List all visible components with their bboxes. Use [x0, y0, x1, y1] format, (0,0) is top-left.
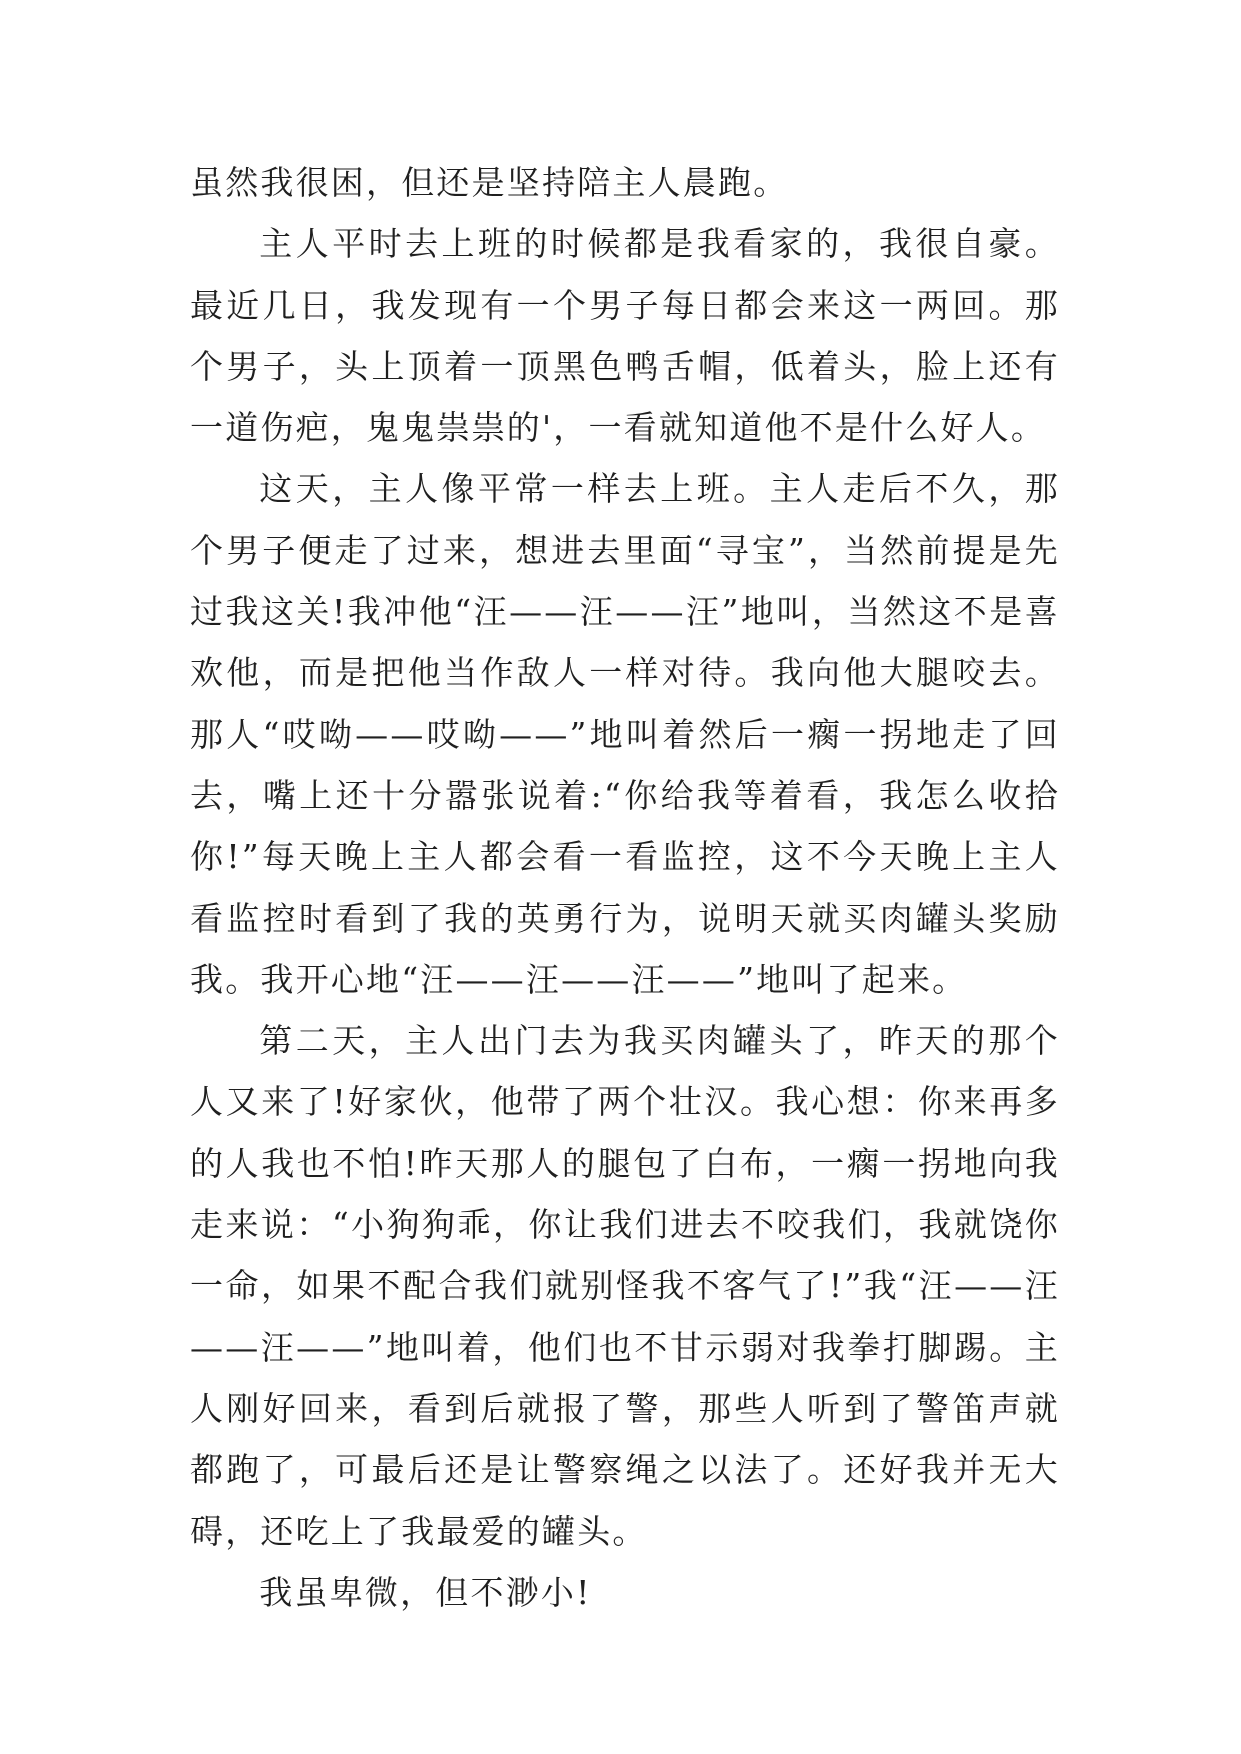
paragraph-5: 我虽卑微，但不渺小!: [259, 1572, 592, 1612]
paragraph-3: 这天，主人像平常一样去上班。主人走后不久，那个男子便走了过来，想进去里面“寻宝”，当然前提是先过我这关!我冲他“汪——汪——汪”地叫，当然这不是喜欢他，而是把他当作敌人一样对待。我向他大腿咬去。那人“哎呦——哎呦——”地叫着然后一瘸一拐地走了回去，嘴上还十分嚣张说着:“你给我等着看，我怎么收拾你!”每天晚上主人都会看一看监控，这不今天晚上主人看监控时看到了我的英勇行为，说明天就买肉罐头奖励我。我开心地“汪——汪——汪——”地叫了起来。: [190, 469, 1060, 999]
document-body: [190, 152, 1060, 1623]
paragraph-4: 第二天，主人出门去为我买肉罐头了，昨天的那个人又来了!好家伙，他带了两个壮汉。我心想：你来再多的人我也不怕!昨天那人的腿包了白布，一瘸一拐地向我走来说：“小狗狗乖，你让我们进去不咬我们，我就饶你一命，如果不配合我们就别怪我不客气了!”我“汪——汪——汪——”地叫着，他们也不甘示弱对我拳打脚踢。主人刚好回来，看到后就报了警，那些人听到了警笛声就都跑了，可最后还是让警察绳之以法了。还好我并无大碍，还吃上了我最爱的罐头。: [190, 1021, 1060, 1551]
paragraph-2: 主人平时去上班的时候都是我看家的，我很自豪。最近几日，我发现有一个男子每日都会来这一两回。那个男子，头上顶着一顶黑色鸭舌帽，低着头，脸上还有一道伤疤，鬼鬼祟祟的'，一看就知道他不是什么好人。: [190, 224, 1060, 448]
paragraph-1: 虽然我很困，但还是坚持陪主人晨跑。: [190, 163, 789, 202]
